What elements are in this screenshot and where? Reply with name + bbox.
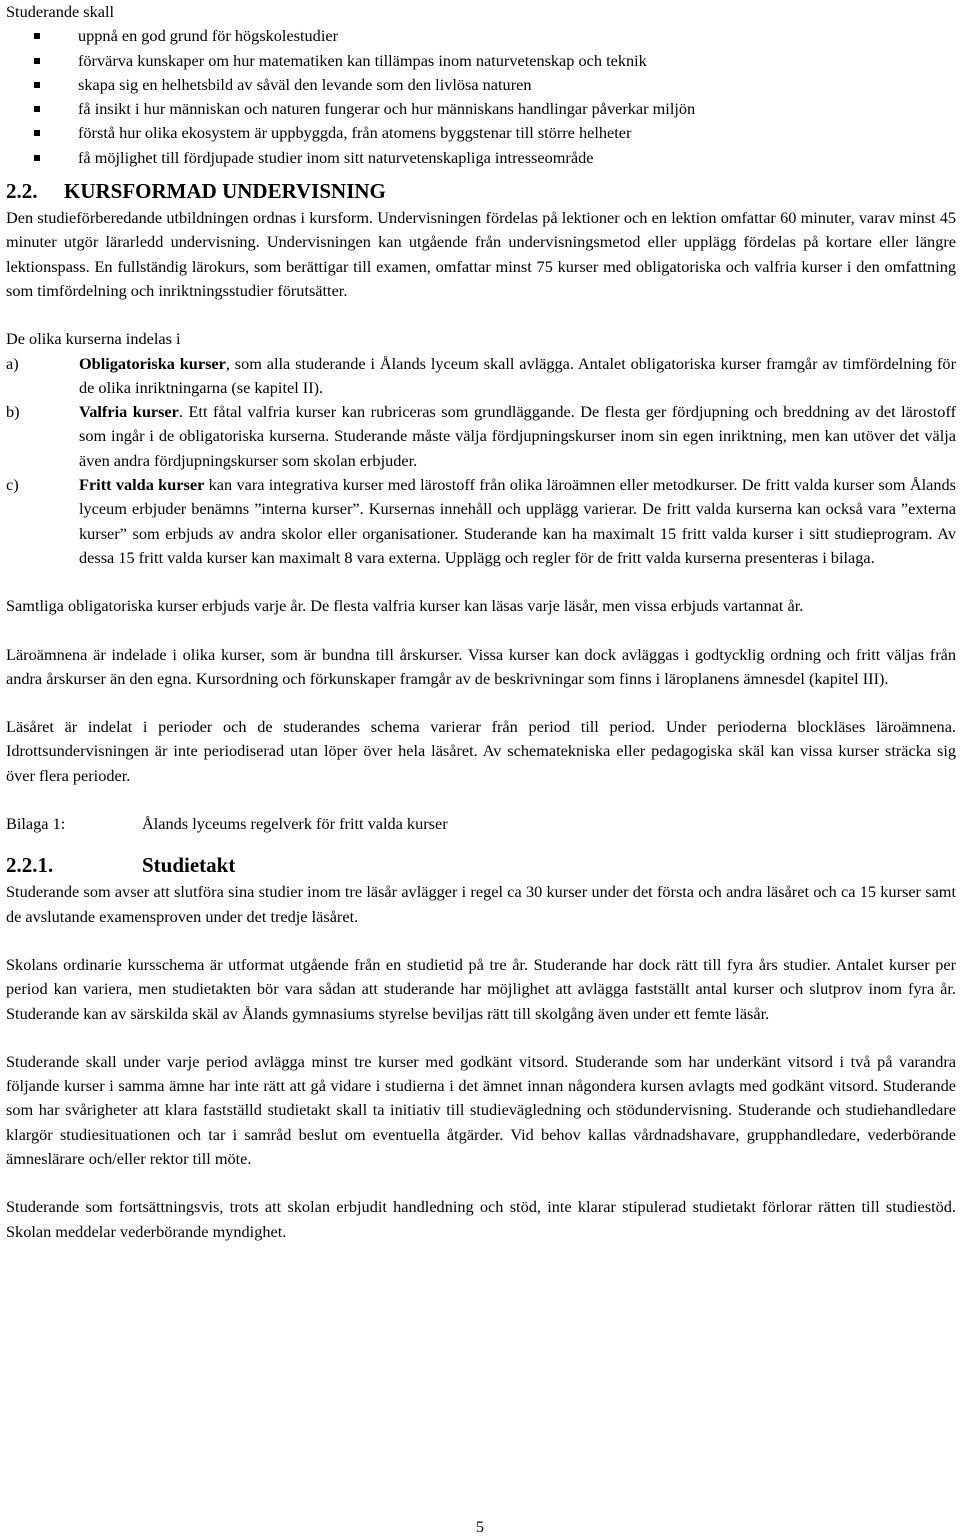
paragraph-studietakt-3: Studerande skall under varje period avlägga minst tre kurser med godkänt vitsord. Studerande som har underkänt vitsord i två på varandra följande kurser i samma ämne har inte rätt att gå vidare i studierna i det ämnet innan någondera kursen avlagts med godkänt vitsord. Studerande som har svårigheter att klara fastställd studietakt skall ta initiativ till studievägledning och stödundervisning. Studerande och studiehandledare klargör studiesituationen och tar i samråd beslut om eventuella åtgärder. Vid behov kallas vårdnadshavare, grupphandledare, vederbörande ämneslärare och/eller rektor till möte.	[6, 1051, 956, 1168]
document-page	[6, 0, 956, 1244]
paragraph-studietakt-1: Studerande som avser att slutföra sina studier inom tre läsår avlägger i regel ca 30 kurser under det första och andra läsåret och ca 15 kurser samt de avslutande examensproven under det tredje läsåret.	[6, 882, 956, 926]
paragraph-laroamnena: Läroämnena är indelade i olika kurser, som är bundna till årskurser. Vissa kurser kan dock avläggas i godtycklig ordning och fritt väljas från andra årskurser än den egna. Kursordning och förkunskaper framgår av de beskrivningar som finns i läroplanens ämnesdel (kapitel III).	[6, 644, 956, 688]
term-valfria: Valfria kurser	[79, 402, 179, 422]
bullet-square-icon	[34, 82, 40, 88]
item-label: c)	[6, 475, 19, 495]
section-heading-2-2-1	[6, 850, 956, 880]
list-item: skapa sig en helhetsbild av såväl den levande som den livlösa naturen	[6, 73, 956, 97]
section-title: Studietakt	[142, 853, 236, 878]
list-item: uppnå en god grund för högskolestudier	[6, 24, 956, 48]
bullet-square-icon	[34, 130, 40, 136]
section-number: 2.2.	[6, 179, 38, 204]
term-obligatoriska: Obligatoriska kurser	[79, 353, 226, 373]
paragraph-studietakt-4: Studerande som fortsättningsvis, trots att skolan erbjudit handledning och stöd, inte klarar stipulerad studietakt förlorar rätten till studiestöd. Skolan meddelar vederbörande myndighet.	[6, 1197, 956, 1241]
list-item: förstå hur olika ekosystem är uppbyggda, från atomens byggstenar till större helheter	[6, 121, 956, 145]
course-type-a: a) Obligatoriska kurser, som alla studerande i Ålands lyceum skall avlägga. Antalet obligatoriska kurser framgår av timfördelning för de olika inriktningarna (se kapitel II).	[6, 352, 956, 401]
paragraph-samtliga: Samtliga obligatoriska kurser erbjuds varje år. De flesta valfria kurser kan läsas varje läsår, men vissa erbjuds vartannat år.	[6, 596, 804, 616]
bullet-square-icon	[34, 58, 40, 64]
bilaga-text: Ålands lyceums regelverk för fritt valda kurser	[142, 814, 448, 834]
item-label: a)	[6, 353, 19, 373]
intro-text: Studerande skall	[6, 2, 115, 21]
term-fritt-valda: Fritt valda kurser	[79, 475, 205, 495]
bullet-square-icon	[34, 106, 40, 112]
bilaga-label: Bilaga 1:	[6, 814, 66, 834]
section-number: 2.2.1.	[6, 853, 54, 878]
list-item: få möjlighet till fördjupade studier inom sitt naturvetenskapliga intresseområde	[6, 146, 956, 170]
paragraph-studietakt-2: Skolans ordinarie kursschema är utformat utgående från en studietid på tre år. Studerande har dock rätt till fyra års studier. Antalet kurser per period kan variera, men studietakten bör vara sådan att studerande har möjlighet att avlägga fastställt antal kurser och slutprov inom fyra år. Studerande kan av särskilda skäl av Ålands gymnasiums styrelse beviljas rätt till skolgång även under ett femte läsår.	[6, 954, 956, 1023]
bullet-square-icon	[34, 155, 40, 161]
item-label: b)	[6, 402, 20, 422]
course-type-c: c) Fritt valda kurser kan vara integrativa kurser med lärostoff från olika läroämnen eller metodkurser. De fritt valda kurser som Ålands lyceum erbjuder benämns ”interna kurser”. Kursernas innehåll och upplägg varierar. De fritt valda kurserna kan också vara ”externa kurser” som erbjuds av andra skolor eller organisationer. Studerande kan ha maximalt 15 fritt valda kurser i sitt studieprogram. Av dessa 15 fritt valda kurser kan maximalt 8 vara externa. Upplägg och regler för de fritt valda kurserna presenteras i bilaga.	[6, 473, 956, 570]
list-item: förvärva kunskaper om hur matematiken kan tillämpas inom naturvetenskap och teknik	[6, 49, 956, 73]
course-type-b: b) Valfria kurser. Ett fåtal valfria kurser kan rubriceras som grundläggande. De flesta ger fördjupning och breddning av det lärostoff som ingår i de obligatoriska kurserna. Studerande måste välja fördjupningskurser inom sin egen inriktning, men kan utöver det välja även andra fördjupningskurser som skolan erbjuder.	[6, 400, 956, 473]
paragraph-lasaret: Läsåret är indelat i perioder och de studerandes schema varierar från period till period. Under perioderna blockläses läroämnena. Idrottsundervisningen är inte periodiserad utan löper över hela läsåret. Av schematekniska eller pedagogiska skäl kan vissa kurser sträcka sig över flera perioder.	[6, 717, 956, 785]
paragraph-kursform: Den studieförberedande utbildningen ordnas i kursform. Undervisningen fördelas på lektioner och en lektion omfattar 60 minuter, varav minst 45 minuter utgör lärarledd undervisning. Undervisningen kan utgående från undervisningsmetod eller upplägg fördelas på kortare eller längre lektionspass. En fullständig lärokurs, som berättigar till examen, omfattar minst 75 kurser med obligatoriska och valfria kurser i den omfattning som timfördelning och inriktningsstudier förutsätter.	[6, 208, 956, 300]
goal-list	[6, 24, 956, 170]
section-heading-2-2	[6, 176, 956, 206]
page-number: 5	[475, 1517, 485, 1536]
section-title: KURSFORMAD UNDERVISNING	[64, 179, 386, 204]
courses-intro: De olika kurserna indelas i	[6, 329, 181, 349]
bilaga-reference	[6, 812, 956, 836]
list-item: få insikt i hur människan och naturen fungerar och hur människans handlingar påverkar miljön	[6, 97, 956, 121]
bullet-square-icon	[34, 33, 40, 39]
